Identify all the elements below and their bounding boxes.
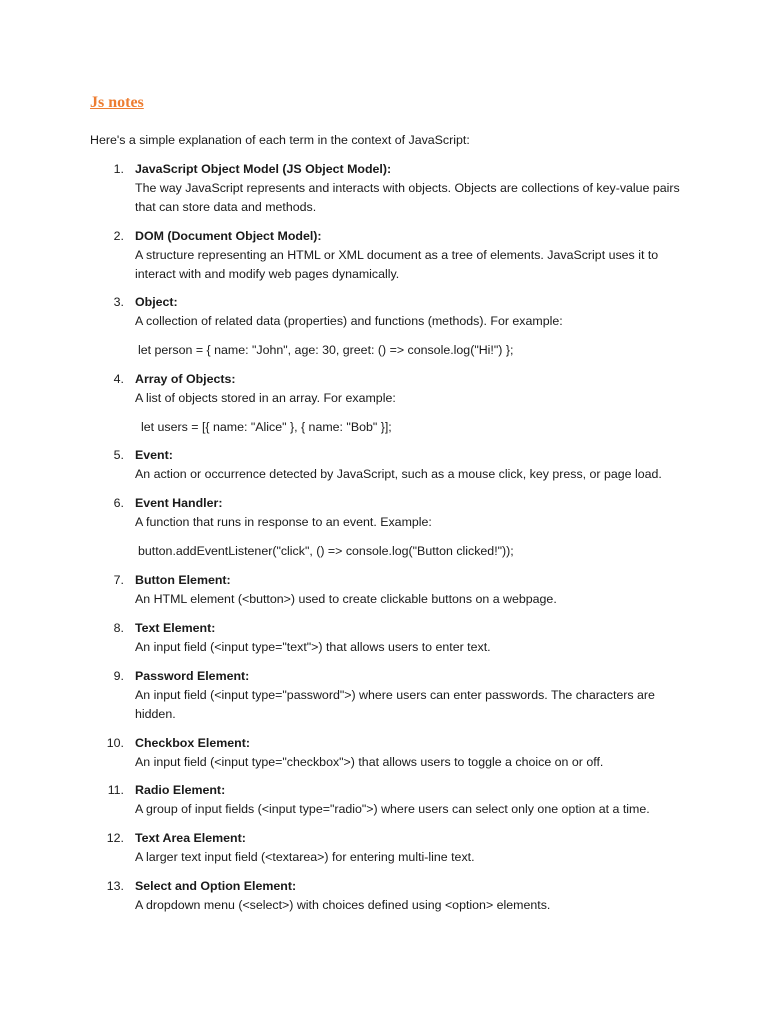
item-term: Checkbox Element: bbox=[135, 736, 250, 750]
item-description: The way JavaScript represents and interacts with objects. Objects are collections of key-value pairs that can store data and methods. bbox=[135, 181, 680, 214]
item-term: Event Handler: bbox=[135, 496, 223, 510]
code-example: let person = { name: "John", age: 30, greet: () => console.log("Hi!") }; bbox=[138, 343, 514, 357]
item-number: 9. bbox=[113, 669, 124, 683]
item-number: 13. bbox=[106, 879, 124, 893]
item-number: 5. bbox=[113, 448, 124, 462]
item-number: 7. bbox=[113, 573, 124, 587]
item-number: 8. bbox=[113, 621, 124, 635]
item-term: Text Element: bbox=[135, 621, 216, 635]
item-term: DOM (Document Object Model): bbox=[135, 229, 322, 243]
item-term: Button Element: bbox=[135, 573, 231, 587]
item-description: A collection of related data (properties) and functions (methods). For example: bbox=[135, 314, 563, 328]
item-number: 11. bbox=[107, 783, 124, 797]
item-number: 10. bbox=[106, 736, 124, 750]
item-description: A larger text input field (<textarea>) for entering multi-line text. bbox=[135, 850, 475, 864]
item-term: Select and Option Element: bbox=[135, 879, 297, 893]
item-number: 3. bbox=[113, 295, 124, 309]
item-term: Array of Objects: bbox=[135, 372, 236, 386]
item-description: A function that runs in response to an event. Example: bbox=[135, 515, 432, 529]
item-description: A group of input fields (<input type="radio">) where users can select only one option at a time. bbox=[135, 802, 650, 816]
item-number: 12. bbox=[106, 831, 124, 845]
item-term: Password Element: bbox=[135, 669, 250, 683]
item-number: 4. bbox=[113, 372, 124, 386]
code-example: button.addEventListener("click", () => console.log("Button clicked!")); bbox=[138, 544, 514, 558]
item-term: Object: bbox=[135, 295, 178, 309]
item-description: A dropdown menu (<select>) with choices defined using <option> elements. bbox=[135, 898, 551, 912]
item-description: An action or occurrence detected by JavaScript, such as a mouse click, key press, or page load. bbox=[135, 467, 662, 481]
item-description: An HTML element (<button>) used to create clickable buttons on a webpage. bbox=[135, 592, 557, 606]
item-description: A structure representing an HTML or XML document as a tree of elements. JavaScript uses it to interact with and modify web pages dynamically. bbox=[135, 248, 659, 281]
item-number: 1. bbox=[113, 162, 124, 176]
item-term: Text Area Element: bbox=[135, 831, 246, 845]
item-number: 2. bbox=[113, 229, 124, 243]
item-description: An input field (<input type="password">) where users can enter passwords. The characters are hidden. bbox=[135, 688, 655, 721]
page-title: Js notes bbox=[90, 94, 144, 111]
item-term: Event: bbox=[135, 448, 173, 462]
code-example: let users = [{ name: "Alice" }, { name: "Bob" }]; bbox=[141, 420, 392, 434]
item-number: 6. bbox=[113, 496, 124, 510]
item-description: An input field (<input type="checkbox">) that allows users to toggle a choice on or off. bbox=[135, 755, 604, 769]
item-description: A list of objects stored in an array. For example: bbox=[135, 391, 396, 405]
item-term: JavaScript Object Model (JS Object Model): bbox=[135, 162, 392, 176]
intro-paragraph: Here's a simple explanation of each term in the context of JavaScript: bbox=[90, 133, 470, 147]
item-description: An input field (<input type="text">) that allows users to enter text. bbox=[135, 640, 491, 654]
item-term: Radio Element: bbox=[135, 783, 226, 797]
